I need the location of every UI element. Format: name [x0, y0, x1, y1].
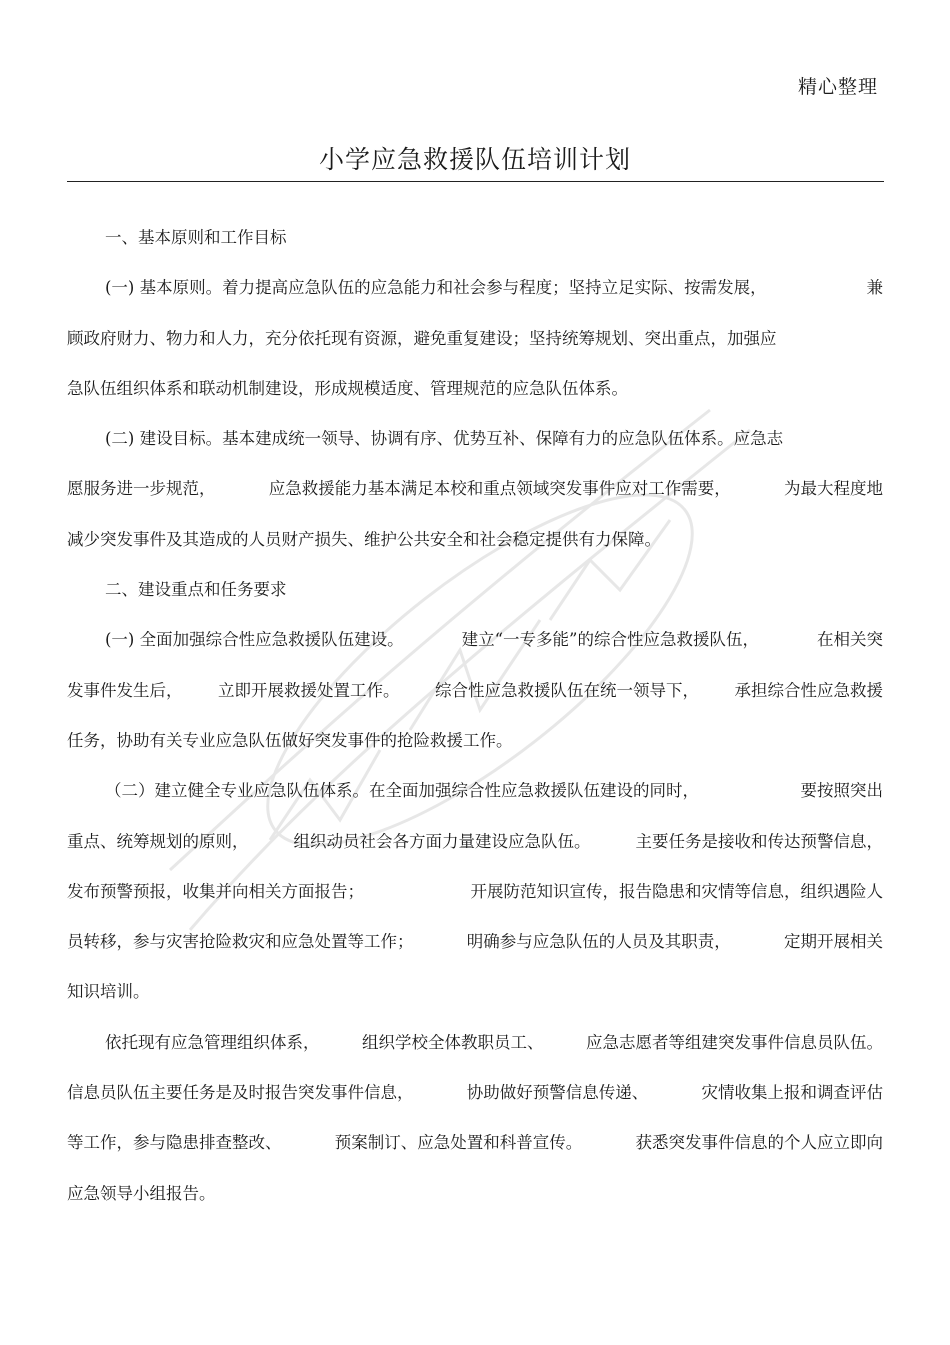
text-segment: 承担综合性应急救援 — [734, 680, 883, 700]
text-line — [67, 518, 883, 568]
text-line — [67, 266, 883, 316]
text-line — [67, 1071, 883, 1121]
text-segment: 兼 — [866, 278, 883, 298]
text-line — [67, 467, 883, 517]
text-segment: 急队伍组织体系和联动机制建设，形成规模适度、管理规范的应急队伍体系。 — [67, 378, 628, 398]
text-segment: (一) 基本原则。着力提高应急队伍的应急能力和社会参与程度；坚持立足实际、按需发展， — [105, 278, 767, 298]
text-segment: 顾政府财力、物力和人力，充分依托现有资源，避免重复建设；坚持统筹规划、突出重点，加强应 — [67, 328, 777, 348]
text-segment: 信息员队伍主要任务是及时报告突发事件信息， — [67, 1083, 414, 1103]
page-title: 小学应急救援队伍培训计划 — [318, 145, 631, 174]
text-segment: 在相关突 — [817, 630, 883, 650]
text-segment: 为最大程度地 — [784, 479, 883, 499]
text-line — [67, 1021, 883, 1071]
text-segment: 综合性应急救援队伍在统一领导下， — [435, 680, 699, 700]
text-segment: (一) 全面加强综合性应急救援队伍建设。 — [105, 630, 404, 650]
text-line — [67, 618, 883, 668]
text-segment: （二）建立健全专业应急队伍体系。在全面加强综合性应急救援队伍建设的同时， — [105, 781, 699, 801]
text-line — [67, 970, 883, 1020]
text-segment: 一、基本原则和工作目标 — [105, 228, 287, 247]
text-segment: 重点、统筹规划的原则， — [67, 831, 249, 851]
text-line — [67, 317, 883, 367]
text-segment: 减少突发事件及其造成的人员财产损失、维护公共安全和社会稳定提供有力保障。 — [67, 529, 661, 549]
text-segment: 应急救援能力基本满足本校和重点领域突发事件应对工作需要， — [268, 479, 731, 499]
text-segment: 任务，协助有关专业应急队伍做好突发事件的抢险救援工作。 — [67, 730, 513, 750]
text-segment: 组织动员社会各方面力量建设应急队伍。 — [293, 831, 591, 851]
text-segment: (二) 建设目标。基本建成统一领导、协调有序、优势互补、保障有力的应急队伍体系。应急志 — [105, 429, 784, 449]
text-line — [67, 417, 883, 467]
text-segment: 应急志愿者等组建突发事件信息员队伍。 — [586, 1032, 883, 1052]
text-segment: 要按照突出 — [800, 781, 883, 801]
text-line — [67, 669, 883, 719]
text-segment: 立即开展救援处置工作。 — [218, 680, 400, 700]
text-line — [67, 769, 883, 819]
text-line — [67, 719, 883, 769]
text-segment: 依托现有应急管理组织体系， — [105, 1032, 320, 1052]
text-line — [67, 1121, 883, 1171]
text-segment: 预案制订、应急处置和科普宣传。 — [334, 1133, 583, 1153]
text-segment: 灾情收集上报和调查评估 — [701, 1083, 883, 1103]
text-segment: 建立“一专多能”的综合性应急救援队伍， — [461, 630, 759, 650]
text-line — [67, 870, 883, 920]
text-segment: 二、建设重点和任务要求 — [105, 580, 287, 600]
text-segment: 获悉突发事件信息的个人应立即向 — [635, 1133, 883, 1153]
text-line — [67, 920, 883, 970]
text-segment: 主要任务是接收和传达预警信息， — [635, 831, 883, 851]
text-line — [67, 216, 883, 266]
text-segment: 愿服务进一步规范， — [67, 479, 216, 499]
text-segment: 知识培训。 — [67, 982, 150, 1002]
text-segment: 定期开展相关 — [784, 932, 883, 952]
text-segment: 明确参与应急队伍的人员及其职责， — [466, 932, 731, 952]
text-line — [67, 820, 883, 870]
title-divider — [67, 181, 884, 182]
text-line — [67, 1172, 883, 1222]
document-body — [67, 216, 883, 1222]
text-segment: 等工作，参与隐患排查整改、 — [67, 1133, 282, 1153]
header-note: 精心整理 — [797, 76, 878, 98]
text-segment: 员转移，参与灾害抢险救灾和应急处置等工作； — [67, 932, 414, 952]
text-segment: 开展防范知识宣传，报告隐患和灾情等信息，组织遇险人 — [470, 881, 883, 901]
text-line — [67, 568, 883, 618]
text-segment: 组织学校全体教职员工、 — [362, 1032, 544, 1052]
text-segment: 应急领导小组报告。 — [67, 1183, 216, 1203]
text-segment: 发事件发生后， — [67, 680, 183, 700]
text-segment: 发布预警预报，收集并向相关方面报告； — [67, 881, 364, 901]
text-line — [67, 367, 883, 417]
text-segment: 协助做好预警信息传递、 — [466, 1083, 649, 1103]
